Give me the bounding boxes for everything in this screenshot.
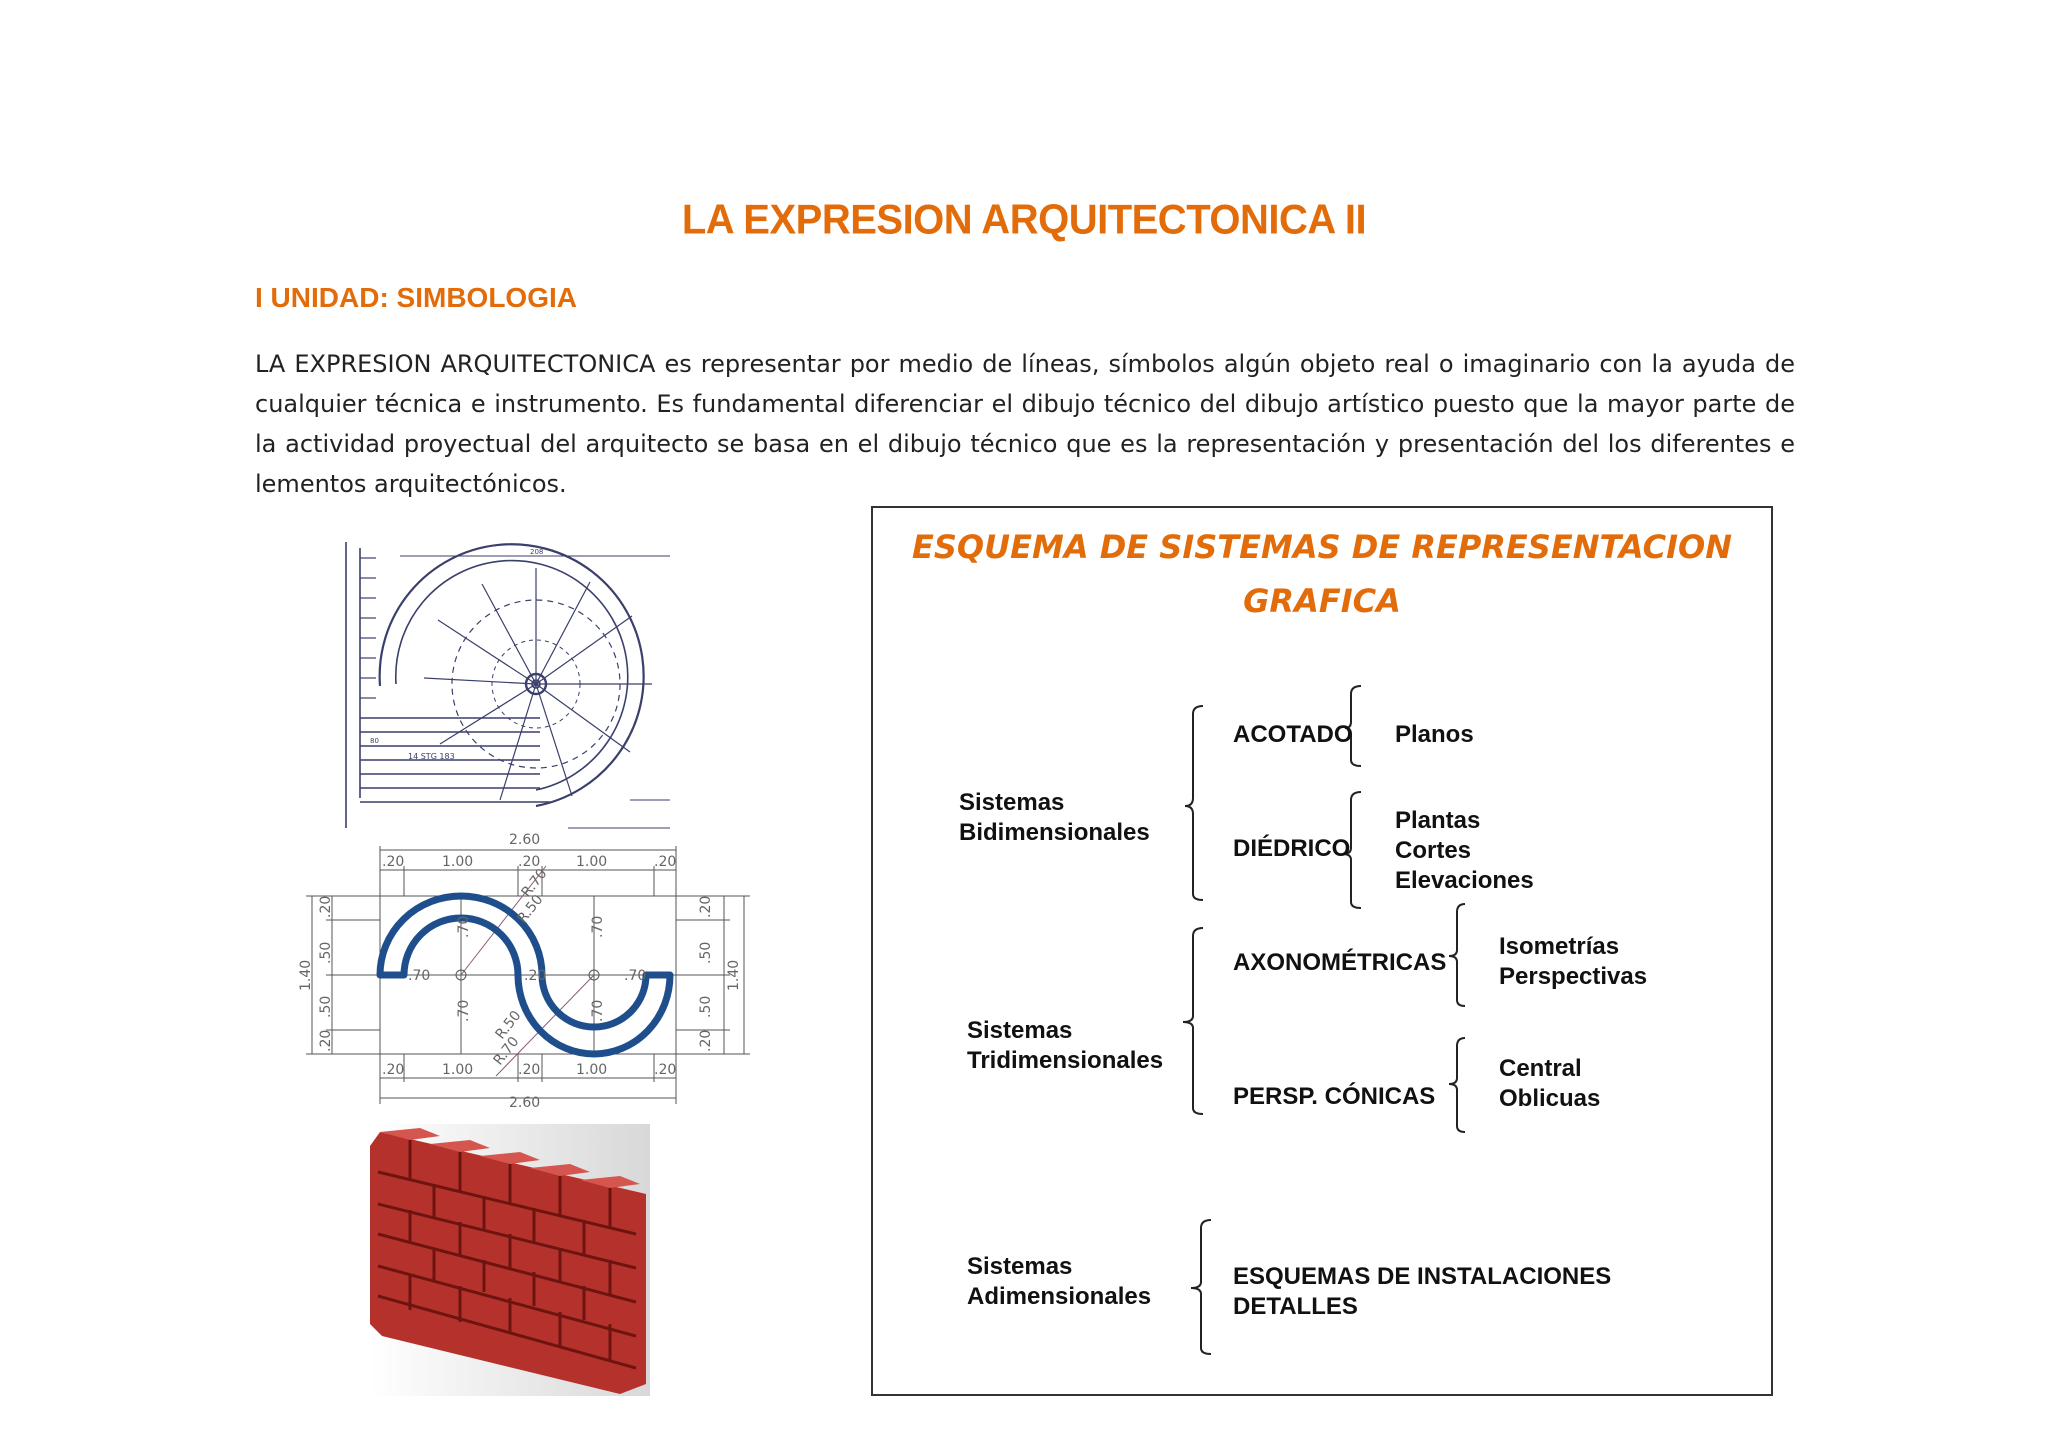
planos-label: Planos xyxy=(1395,721,1474,748)
curve-height-left: 1.40 xyxy=(298,959,314,991)
diedrico-label: DIÉDRICO xyxy=(1233,835,1351,862)
curve-vseg-4: .20 xyxy=(318,1029,334,1052)
unit-heading: I UNIDAD: SIMBOLOGIA xyxy=(255,282,577,313)
adimensional-label: Sistemas Adimensionales xyxy=(967,1253,1152,1310)
stair-dim-label: 208 xyxy=(530,548,544,556)
curve-vseg-r2: .50 xyxy=(698,941,714,964)
brick-wall-illustration xyxy=(370,1124,650,1396)
document-title: LA EXPRESION ARQUITECTONICA II xyxy=(681,196,1367,244)
curve-overall-top: 2.60 xyxy=(509,832,541,848)
curve-radius-4: R.70 xyxy=(490,1033,523,1069)
axonometricas-items: Isometrías Perspectivas xyxy=(1499,933,1648,990)
curve-seg-4: 1.00 xyxy=(576,854,608,870)
curve-vseg-r4: .20 xyxy=(698,1029,714,1052)
diedrico-items: Plantas Cortes Elevaciones xyxy=(1395,807,1534,894)
curve-seg-b4: 1.00 xyxy=(576,1062,608,1078)
curve-inner-6: .70 xyxy=(590,915,606,938)
stair-side-label: 80 xyxy=(370,737,379,745)
curve-overall-bottom: 2.60 xyxy=(509,1095,541,1111)
curve-vseg-3: .50 xyxy=(318,995,334,1018)
curve-inner-2: .70 xyxy=(456,915,472,938)
intro-paragraph: LA EXPRESION ARQUITECTONICA es representar por medio de líneas, símbolos algún objeto real o imaginario con la ayuda de cualquier técnica e instrumento. Es fundamental diferenciar el dibujo técnico del dibujo artístico puesto que la mayor parte de la actividad proyectual del arquitecto se basa en el dibujo técnico que es la representación y presentación del los diferentes e lementos arquitectónicos. xyxy=(255,350,1795,498)
scheme-title-line-2: GRAFICA xyxy=(1243,582,1401,620)
conicas-items: Central Oblicuas xyxy=(1499,1055,1601,1112)
representation-systems-scheme xyxy=(871,506,1773,1396)
stair-step-label: 14 STG 183 xyxy=(408,752,455,761)
scheme-title-line-1: ESQUEMA DE SISTEMAS DE REPRESENTACION xyxy=(912,528,1732,566)
curve-inner-5: .70 xyxy=(456,999,472,1022)
curve-vseg-r1: .20 xyxy=(698,895,714,918)
curve-vseg-2: .50 xyxy=(318,941,334,964)
curve-seg-2: 1.00 xyxy=(442,854,474,870)
conicas-label: PERSP. CÓNICAS xyxy=(1233,1083,1436,1110)
spiral-stair-drawing xyxy=(340,538,680,830)
curve-seg-b3: .20 xyxy=(518,1062,541,1078)
curve-height-right: 1.40 xyxy=(726,959,742,991)
s-curve-drawing xyxy=(296,826,756,1116)
curve-inner-7: .70 xyxy=(590,999,606,1022)
curve-seg-b2: 1.00 xyxy=(442,1062,474,1078)
curve-vseg-1: .20 xyxy=(318,895,334,918)
axonometricas-label: AXONOMÉTRICAS xyxy=(1233,949,1447,976)
curve-seg-b1: .20 xyxy=(382,1062,405,1078)
curve-radius-2: R.50 xyxy=(514,891,547,927)
curve-inner-4: .70 xyxy=(624,968,647,984)
curve-seg-5: .20 xyxy=(654,854,677,870)
curve-seg-3: .20 xyxy=(518,854,541,870)
curve-seg-b5: .20 xyxy=(654,1062,677,1078)
acotado-label: ACOTADO xyxy=(1233,721,1353,748)
curve-seg-1: .20 xyxy=(382,854,405,870)
curve-vseg-r3: .50 xyxy=(698,995,714,1018)
bidimensional-label: Sistemas Bidimensionales xyxy=(959,789,1150,846)
curve-radius-3: R.50 xyxy=(492,1007,525,1043)
tridimensional-label: Sistemas Tridimensionales xyxy=(967,1017,1164,1074)
curve-radius-1: R.70 xyxy=(518,865,551,901)
adimensional-items: ESQUEMAS DE INSTALACIONES DETALLES xyxy=(1233,1263,1612,1320)
curve-inner-1: .70 xyxy=(408,968,431,984)
curve-inner-3: .20 xyxy=(524,968,547,984)
